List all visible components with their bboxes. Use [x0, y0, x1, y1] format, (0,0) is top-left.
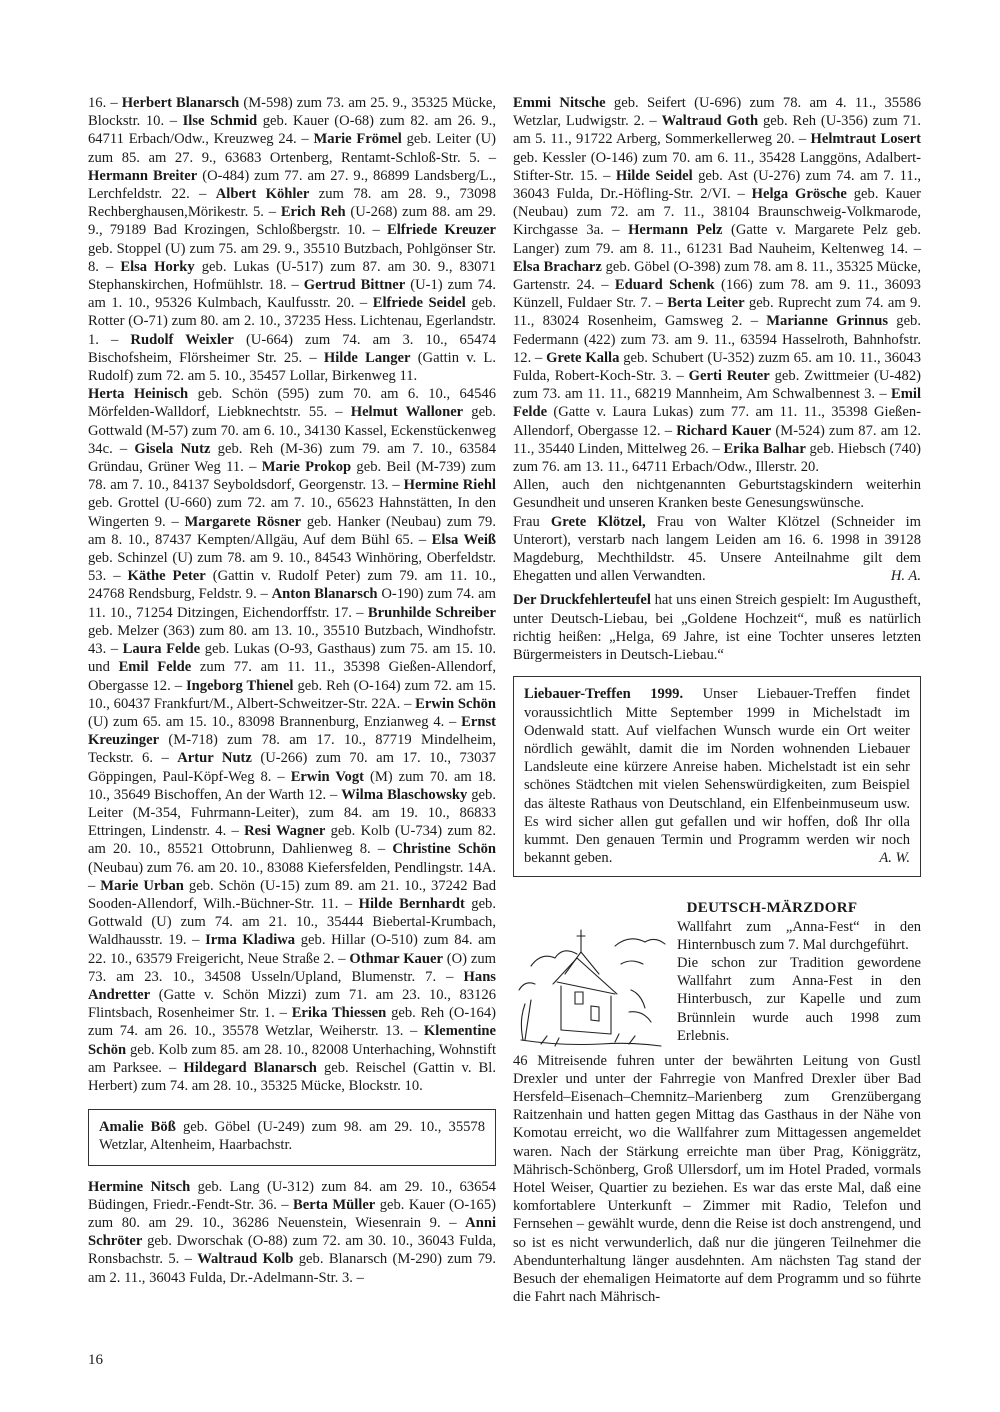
obituary-signature: H. A. — [890, 568, 921, 585]
birthday-list-part-2: Herta Heinisch geb. Schön (595) zum 70. am 6. 10., 64546 Mörfelden-Walldorf, Liebknechtstr. 55. – Helmut Walloner geb. Gottwald (M-57) zum 70. am 6. 10., 34130 Kassel, Eckenstückenweg 34c. – Gisela Nutz geb. Reh (M-36) zum 79. am 7. 10., 63584 Gründau, Grüner Weg 11. – Marie Prokop geb. Beil (M-739) zum 78. am 7. 10., 84137 Seyboldsdorf, Georgenstr. 13. – Hermine Riehl geb. Grottel (U-660) zum 72. am 7. 10., 65623 Hahnstätten, In den Wingerten 9. – Margarete Rösner geb. Hanker (Neubau) zum 79. am 8. 10., 87437 Kempten/Allgäu, Auf dem Bühl 65. – Elsa Weiß geb. Schinzel (U) zum 78. am 9. 10., 84543 Winhöring, Oberfeldstr. 53. – Käthe Peter (Gattin v. Rudolf Peter) zum 79. am 11. 10., 24768 Rendsburg, Feldstr. 9. – Anton Blanarsch O-190) zum 74. am 11. 10., 71254 Ditzingen, Eichendorffstr. 17. – Brunhilde Schreiber geb. Melzer (363) zum 80. am 13. 10., 35510 Butzbach, Windhofstr. 43. – Laura Felde geb. Lukas (O-93, Gasthaus) zum 75. am 15. 10. und Emil Felde zum 77. am 11. 11., 35398 Gießen-Allendorf, Obergasse 12. – Ingeborg Thienel geb. Reh (O-164) zum 72. am 15. 10., 60437 Frankfurt/M., Albert-Schweitzer-Str. 22A. – Erwin Schön (U) zum 65. am 15. 10., 83098 Brannenburg, Enzianweg 4. – Ernst Kreuzinger (M-718) zum 78. am 17. 10., 87719 Mindelheim, Teckstr. 6. – Artur Nutz (U-266) zum 70. am 17. 10., 73037 Göppingen, Paul-Köpf-Weg 8. – Erwin Vogt (M) zum 70. am 18. 10., 35649 Bischoffen, An der Warth 12. – Wilma Blaschowsky geb. Leiter (M-354, Fuhrmann-Leiter), zum 84. am 19. 10., 86833 Ettringen, Lindenstr. 4. – Resi Wagner geb. Kolb (U-734) zum 82. am 20. 10., 85521 Ottobrunn, Dahlienweg 8. – Christine Schön (Neubau) zum 76. am 20. 10., 83088 Kiefersfelden, Pendlingstr. 14A. – Marie Urban geb. Schön (U-15) zum 89. am 21. 10., 37242 Bad Sooden-Allendorf, Wilh.-Büchner-Str. 11. – Hilde Bernhardt geb. Gottwald (U) zum 74. am 21. 10., 35444 Biebertal-Krumbach, Waldhausstr. 19. – Irma Kladiwa geb. Hillar (O-510) zum 84. am 22. 10., 63579 Freigericht, Neue Straße 2. – Othmar Kauer (O) zum 73. am 23. 10., 34508 Usseln/Upland, Blumenstr. 7. – Hans Andretter (Gatte v. Schön Mizzi) zum 71. am 23. 10., 83126 Flintsbach, Rosenheimer Str. 1. – Erika Thiessen geb. Reh (O-164) zum 74. am 26. 10., 35578 Wetzlar, Weiherstr. 13. – Klementine Schön geb. Kolb zum 85. am 28. 10., 82008 Unterhaching, Wohnstift am Parksee. – Hildegard Blanarsch geb. Reischel (Gattin v. Bl. Herbert) zum 74. am 28. 10., 35325 Mücke, Blockstr. 10. — [88, 386, 497, 1094]
treffen-signature: A. W. — [879, 850, 910, 867]
birthday-list-part-1: 16. – Herbert Blanarsch (M-598) zum 73. am 25. 9., 35325 Mücke, Blockstr. 10. – Ilse Schmid geb. Kauer (O-68) zum 82. am 26. 9., 64711 Erbach/Odw., Kreuzweg 24. – Marie Frömel geb. Leiter (U) zum 85. am 27. 9., 63683 Ortenberg, Rentamt-Schloß-Str. 5. – Hermann Breiter (O-484) zum 77. am 27. 9., 86899 Landsberg/L., Lerchfeldstr. 22. – Albert Köhler zum 78. am 28. 9., 73098 Rechberghausen,Mörikestr. 5. – Erich Reh (U-268) zum 88. am 29. 9., 79189 Bad Krozingen, Schloßbergstr. 10. – Elfriede Kreuzer geb. Stoppel (U) zum 75. am 29. 9., 35510 Butzbach, Pohlgönser Str. 8. – Elsa Horky geb. Lukas (U-517) zum 87. am 30. 9., 83071 Stephanskirchen, Hofmühlstr. 18. – Gertrud Bittner (U-1) zum 74. am 1. 10., 95326 Kulmbach, Kaulfusstr. 20. – Elfriede Seidel geb. Rotter (O-71) zum 80. am 2. 10., 37235 Hess. Lichtenau, Egerlandstr. 1. – Rudolf Weixler (U-664) zum 74. am 3. 10., 65474 Bischofsheim, Flörsheimer Str. 25. – Hilde Langer (Gattin v. L. Rudolf) zum 72. am 5. 10., 35457 Lollar, Birkenweg 11. — [88, 95, 497, 385]
birthday-list-part-4: Emmi Nitsche geb. Seifert (U-696) zum 78. am 4. 11., 35586 Wetzlar, Ludwigstr. 2. – Waltraud Goth geb. Reh (U-356) zum 71. am 5. 11., 91722 Arberg, Sommerkellerweg 20. – Helmtraut Losert geb. Kessler (O-146) zum 70. am 6. 11., 35428 Langgöns, Adalbert-Stifter-Str. 15. – Hilde Seidel geb. Ast (U-276) zum 74. am 7. 11., 36043 Fulda, Dr.-Höfling-Str. 2/VI. – Helga Grösche geb. Kauer (Neubau) zum 72. am 7. 11., 38104 Braunschweig-Volkmarode, Kirchgasse 3a. – Hermann Pelz (Gatte v. Margarete Pelz geb. Langer) zum 79. am 8. 11., 61231 Bad Nauheim, Keltenweg 14. – Elsa Bracharz geb. Göbel (O-398) zum 78. am 8. 11., 35325 Mücke, Gartenstr. 24. – Eduard Schenk (166) zum 78. am 9. 11., 36093 Künzell, Fuldaer Str. 7. – Berta Leiter geb. Ruprecht zum 74. am 9. 11., 83024 Rosenheim, Gamsweg 2. – Marianne Grinnus geb. Federmann (422) zum 73. am 9. 11., 63594 Hasselroth, Bahnhofstr. 12. – Grete Kalla geb. Schubert (U-352) zuzm 65. am 10. 11., 36043 Fulda, Robert-Koch-Str. 3. – Gerti Reuter geb. Zwittmeier (U-482) zum 73. am 11. 11., 68219 Mannheim, Am Schwalbennest 3. – Emil Felde (Gatte v. Laura Lukas) zum 77. am 11. 11., 35398 Gießen-Allendorf, Obergasse 12. – Richard Kauer (M-524) zum 87. am 12. 11., 35440 Linden, Mittelweg 26. – Erika Balhar geb. Hiebsch (740) zum 76. am 13. 11., 64711 Erbach/Odw., Illerstr. 20. — [513, 95, 922, 476]
pilgrimage-tradition: Die schon zur Tradition gewordene Wallfahrt zum Anna-Fest in den Hinterbusch, zur Kapelle und zum Brünnlein wurde auch 1998 zum Erlebnis. — [677, 954, 921, 1044]
section-heading-deutsch-maerzdorf: DEUTSCH-MÄRZDORF — [686, 900, 858, 917]
birthday-list-part-3: Hermine Nitsch geb. Lang (U-312) zum 84. am 29. 10., 63654 Büdingen, Friedr.-Fendt-Str. 36. – Berta Müller geb. Kauer (O-165) zum 80. am 29. 10., 36286 Neuenstein, Wiesenrain 9. – Anni Schröter geb. Dworschak (O-88) zum 72. am 30. 10., 36043 Fulda, Ronsbachstr. 5. – Waltraud Kolb geb. Blanarsch (M-290) zum 79. am 2. 11., 36043 Fulda, Dr.-Adelmann-Str. 3. – — [88, 1178, 497, 1286]
right-column — [513, 94, 921, 1306]
pilgrimage-report: 46 Mitreisende fuhren unter der bewährten Leitung von Gustl Drexler und unter der Fahrregie von Manfred Drexler über Bad Hersfeld–Eisenach–Chemnitz–Marienberg zum Grenzübergang Raitzenhain und hatten gegen Mittag das Gasthaus in der Nähe von Komotau erreicht, wo die Wallfahrer zum Mittagessen angemeldet waren. Nach der Stärkung erreichte man über Prag, Königgrätz, Mährisch-Schönberg, Groß Ullersdorf, um im Hotel Praded, vormals Hotel Weiser, Quartier zu beziehen. Es war das erste Mal, daß eine komfortablere Unterkunft – Zimmer mit Radio, Telefon und Fernsehen – gewählt wurde, denn die Reise ist doch anstrengend, und so ist es nicht verwunderlich, daß nur die jüngeren Teilnehmer die Abendunterhaltung länger ausdehnten. Am nächsten Tag stand der Besuch der ehemaligen Heimatorte auf dem Programm und so führte die Fahrt nach Mährisch- — [513, 1052, 921, 1306]
erratum-paragraph: Der Druckfehlerteufel hat uns einen Streich gespielt: Im Augustheft, unter Deutsch-Liebau, bei „Goldene Hochzeit“, muß es natürlich richtig heißen: „Helga, 69 Jahre, ist eine Tochter unseres letzten Bürgermeisters in Deutsch-Liebau.“ — [513, 592, 921, 664]
wishes-paragraph: Allen, auch den nichtgenannten Geburtstagskindern weiterhin Gesundheit und unseren Kranken beste Genesungswünsche. — [513, 477, 921, 512]
page-number: 16 — [88, 1352, 103, 1368]
chapel-sketch-illustration — [511, 920, 671, 1052]
highlight-box-treffen: Liebauer-Treffen 1999. Unser Liebauer-Treffen findet voraussichtlich Mitte September 1999 in Michelstadt im Odenwald statt. Auf vielfachen Wunsch wurde ein Ort weiter nördlich gewählt, damit die im Norden wohnenden Liebauer Landsleute eine kürzere Anreise haben. Michelstadt ist ein sehr schönes Städtchen mit vielen Sehenswürdigkeiten, zum Beispiel das älteste Rathaus von Deutschland, ein Elfenbeinmuseum usw. Es wird sicher allen gut gefallen und wir hoffen, doß Ihr olla kummt. Den genauen Termin und Programm werden wir noch bekannt geben. A. W. — [513, 676, 921, 877]
left-column — [88, 94, 496, 1287]
obituary-paragraph: Frau Grete Klötzel, Frau von Walter Klötzel (Schneider im Unterort), verstarb nach langem Leiden am 16. 6. 1998 in 39128 Magdeburg, Mechthildstr. 45. Unsere Anteilnahme gilt dem Ehegatten und allen Verwandten. H. A. — [513, 513, 922, 585]
highlight-box-amalie: Amalie Böß geb. Göbel (U-249) zum 98. am 29. 10., 35578 Wetzlar, Altenheim, Haarbachstr. — [88, 1109, 496, 1165]
pilgrimage-intro: Wallfahrt zum „Anna-Fest“ in den Hinternbusch zum 7. Mal durchgeführt. — [677, 918, 921, 953]
